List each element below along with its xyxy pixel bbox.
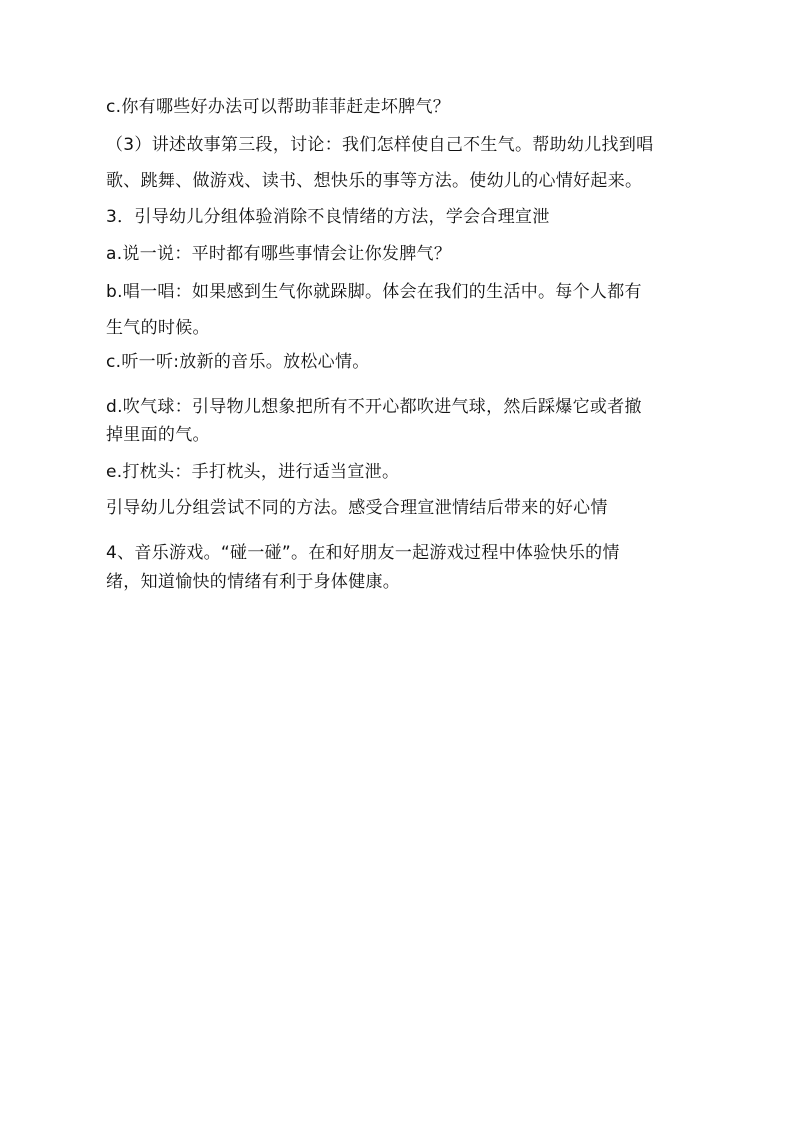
text-line-a-say: a.说一说：平时都有哪些事情会让你发脾气？	[106, 244, 452, 264]
text-line-e-pillow: e.打枕头：手打枕头，进行适当宣泄。	[106, 462, 400, 482]
text-line-b-sing: b.唱一唱：如果感到生气你就跺脚。体会在我们的生活中。每个人都有	[106, 282, 642, 302]
text-line-c-question: c.你有哪些好办法可以帮助菲菲赶走坏脾气？	[106, 97, 451, 117]
text-line-section-4: 4、音乐游戏。“碰一碰”。在和好朋友一起游戏过程中体验快乐的情	[106, 543, 620, 563]
text-line-section-4-cont: 绪，知道愉快的情绪有利于身体健康。	[106, 572, 401, 592]
text-line-d-balloon-cont: 掉里面的气。	[106, 425, 210, 445]
text-line-story-part3-cont: 歌、跳舞、做游戏、读书、想快乐的事等方法。使幼儿的心情好起来。	[106, 171, 643, 191]
text-line-b-sing-cont: 生气的时候。	[106, 318, 210, 338]
text-line-section-3: 3．引导幼儿分组体验消除不良情绪的方法，学会合理宣泄	[106, 207, 550, 227]
text-line-c-listen: c.听一听:放新的音乐。放松心情。	[106, 352, 370, 372]
text-line-story-part3: （3）讲述故事第三段，讨论：我们怎样使自己不生气。帮助幼儿找到唱	[106, 135, 654, 155]
text-line-group-try: 引导幼儿分组尝试不同的方法。感受合理宣泄情结后带来的好心情	[106, 498, 608, 518]
text-line-d-balloon: d.吹气球：引导物儿想象把所有不开心都吹进气球，然后踩爆它或者撤	[106, 397, 642, 417]
